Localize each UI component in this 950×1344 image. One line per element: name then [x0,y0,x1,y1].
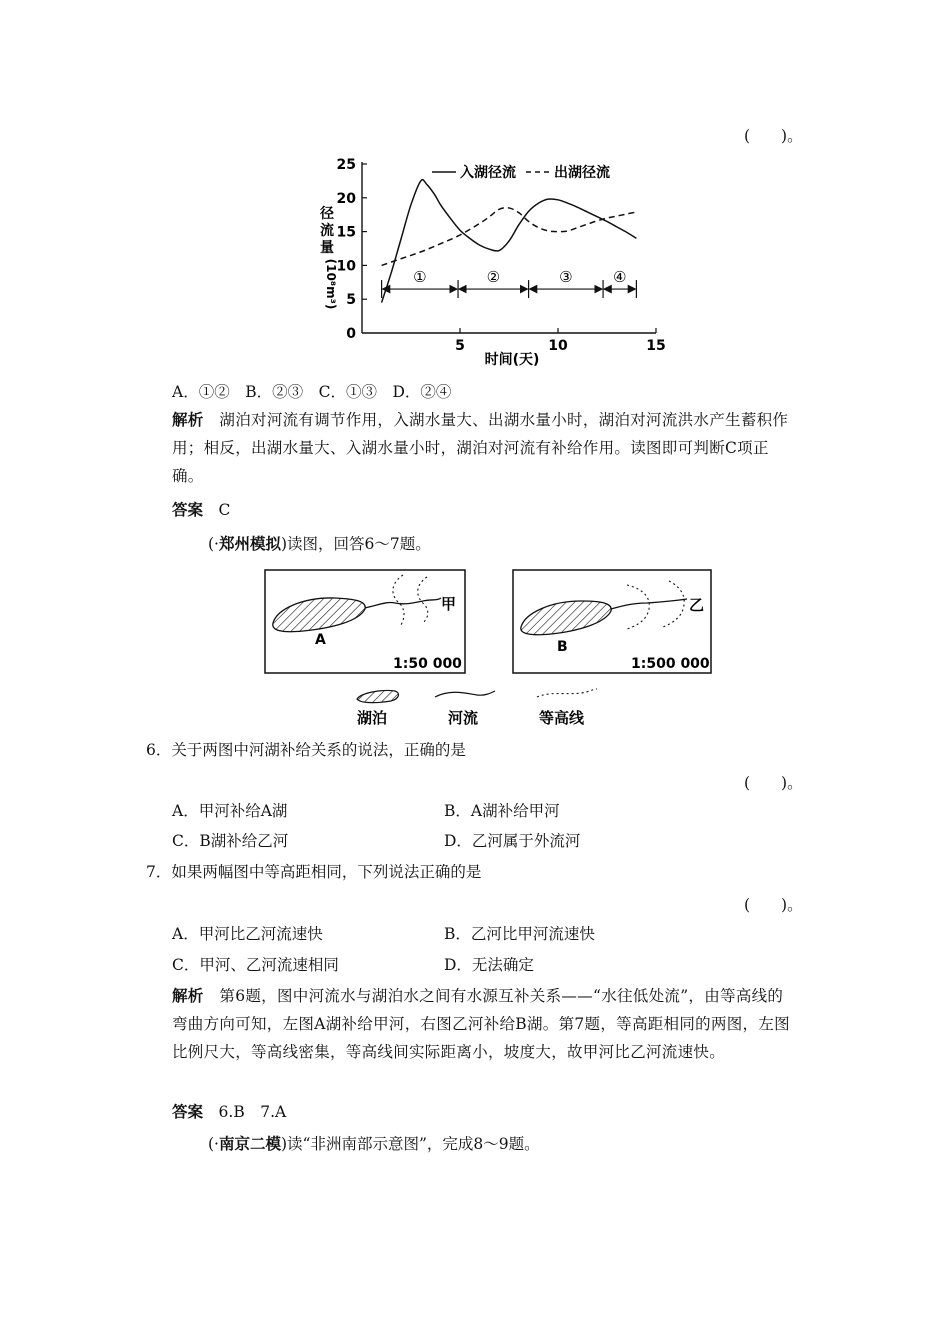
q5-analysis-label: 解析 [172,410,204,429]
y-label-char-3: 量 [320,240,334,256]
analysis-6-7 [172,982,794,1066]
q7-option-b: B．乙河比甲河流速快 [444,925,595,943]
legend-inflow: 入湖径流 [460,165,516,181]
x-tick-label: 10 [548,338,568,354]
legend-river-symbol [435,691,495,697]
river-lake-maps [255,565,725,730]
map-legend [357,689,597,727]
q7-option-d: D．无法确定 [444,956,534,974]
q6-option-c: C．B湖补给乙河 [172,832,289,850]
legend-river-label: 河流 [448,709,479,727]
y-label-unit: (10⁸m³) [324,258,338,310]
period-label-2: ② [486,268,501,287]
y-tick-label: 5 [346,292,356,309]
map-left-scale: 1:50 000 [393,656,462,672]
q7-bracket: ( )。 [744,896,803,914]
y-label-char-1: 径 [320,206,334,222]
y-label-char-2: 流 [320,223,334,239]
q6-option-b: B．A湖补给甲河 [444,802,560,820]
x-tick-label: 5 [455,338,465,354]
legend-contour-symbol [537,689,597,697]
intro-8-9: (·南京二模)读“非洲南部示意图”，完成8～9题。 [208,1134,540,1153]
period-label-1: ① [413,268,427,287]
lake-a-label: A [315,632,326,648]
lake-b-label: B [557,639,568,655]
answer-6-7-text: 6.B 7.A [218,1103,287,1121]
y-tick-label: 20 [336,190,356,207]
q7-option-c: C．甲河、乙河流速相同 [172,956,339,974]
intro-6-7-source: 郑州模拟 [218,534,281,553]
q7-stem: 7．如果两幅图中等高距相同，下列说法正确的是 [146,863,482,881]
answer-bracket: ( )。 [744,127,803,145]
contour-right-1 [627,585,649,629]
legend-lake-label: 湖泊 [357,709,388,727]
x-axis-label: 时间(天) [484,352,540,368]
q5-answer-label: 答案 [172,500,204,519]
river-yi-label: 乙 [689,596,705,614]
map-right-scale: 1:500 000 [631,656,710,672]
legend-contour-label: 等高线 [539,709,585,727]
q5-answer [172,500,230,520]
river-jia-line [365,598,441,608]
legend-outflow: 出湖径流 [554,165,610,181]
q6-option-a: A．甲河补给A湖 [172,802,288,820]
q5-analysis [172,406,794,490]
x-tick-label: 15 [646,338,666,354]
y-axis-label [319,205,338,309]
period-label-4: ④ [613,268,627,287]
river-jia-label: 甲 [441,595,457,613]
contour-left-1 [393,575,404,625]
y-tick-label: 10 [336,258,356,275]
period-label-3: ③ [559,268,573,287]
answer-6-7-label: 答案 [172,1102,204,1121]
q5-answer-value: C [218,501,231,519]
chart-legend [432,164,610,181]
analysis-6-7-label: 解析 [172,986,204,1005]
contour-right-2 [663,581,684,627]
y-tick-label: 15 [336,224,356,241]
q7-option-a: A．甲河比乙河流速快 [172,925,323,943]
q6-stem: 6．关于两图中河湖补给关系的说法，正确的是 [146,741,466,759]
intro-8-9-source: 南京二模 [218,1134,281,1153]
y-tick-label: 0 [346,326,356,342]
analysis-6-7-text: 第6题，图中河流水与湖泊水之间有水源互补关系——“水往低处流”，由等高线的弯曲方向可知，左图A湖补给甲河，右图乙河补给B湖。第7题，等高距相同的两图，左图比例尺大，等高线密集，等高线间实际距离小，坡度大，故甲河比乙河流速快。 [172,987,790,1061]
outflow-series-line [382,208,637,266]
y-tick-label: 25 [336,157,356,173]
q6-bracket: ( )。 [744,774,803,792]
q6-option-d: D．乙河属于外流河 [444,832,581,850]
q5-options: A．①② B．②③ C．①③ D．②④ [172,383,452,401]
map-right [513,570,711,673]
lake-a-shape [273,598,365,632]
q5-analysis-text: 湖泊对河流有调节作用，入湖水量大、出湖水量小时，湖泊对河流洪水产生蓄积作用；相反，出湖水量大、入湖水量小时，湖泊对河流有补给作用。读图即可判断C项正确。 [172,411,789,485]
map-left [265,570,465,673]
lake-b-shape [521,601,611,635]
intro-6-7: (·郑州模拟)读图，回答6～7题。 [208,534,431,553]
answer-6-7 [172,1102,286,1122]
legend-lake-symbol [357,690,398,702]
runoff-chart [300,150,680,375]
